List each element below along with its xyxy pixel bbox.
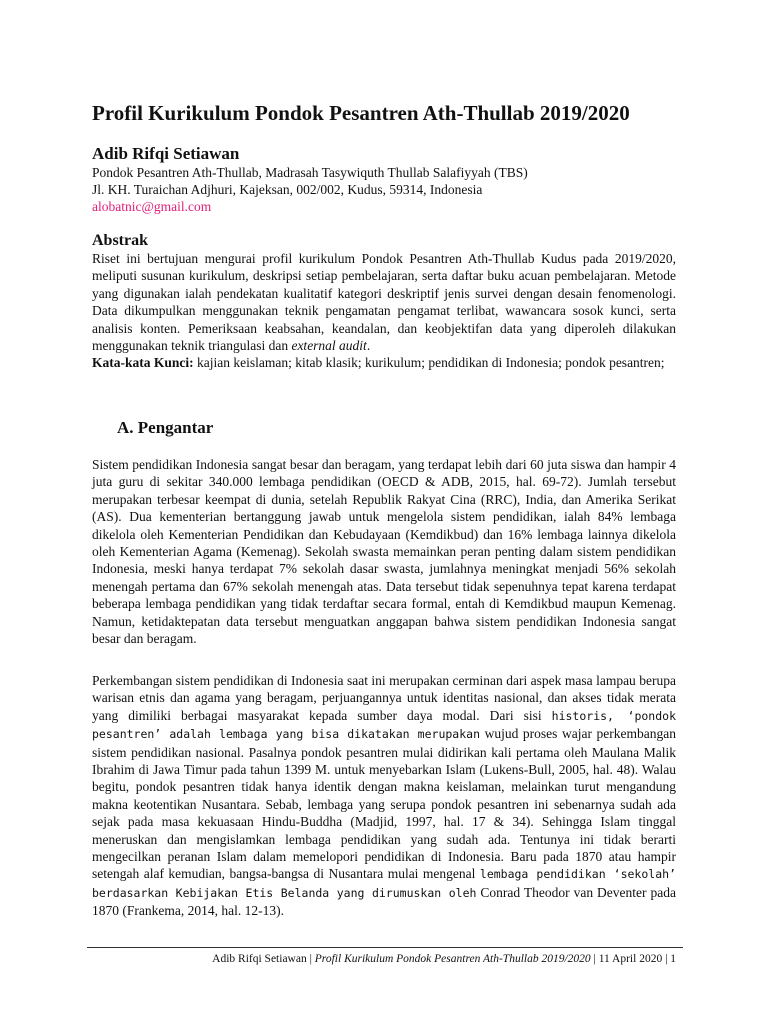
p2-text-a: Perkembangan sistem pendidikan di Indonesia saat ini merupakan cerminan dari aspek masa lampau berupa warisan etnis dan agama yang beragam, perjuangannya untuk identitas nasional, dan akses tidak merata yang dimiliki berbagai masyarakat kepada sumber daya modal. Dari sisi (92, 673, 676, 723)
author-address: Jl. KH. Turaichan Adjhuri, Kajeksan, 002/002, Kudus, 59314, Indonesia (92, 182, 483, 197)
page-footer (212, 953, 676, 965)
author-email-link[interactable]: alobatnic@gmail.com (92, 199, 212, 214)
abstract-text-end: . (366, 338, 371, 354)
footer-title: Profil Kurikulum Pondok Pesantren Ath-Thullab 2019/2020 (314, 953, 591, 965)
paper-title: Profil Kurikulum Pondok Pesantren Ath-Thullab 2019/2020 (92, 101, 630, 125)
abstract-heading: Abstrak (92, 232, 149, 249)
body-paragraph-1: Sistem pendidikan Indonesia sangat besar dan beragam, yang terdapat lebih dari 60 juta siswa dan hampir 4 juta guru di sekitar 340.000 lembaga pendidikan (OECD & ADB, 2015, hal. 69-72). Jumlah tersebut merupakan terbesar keempat di dunia, setelah Republik Rakyat Cina (RRC), India, dan Amerika Serikat (AS). Dua kementerian bertanggung jawab untuk mengelola sistem pendidikan, ialah 84% lembaga dikelola oleh Kementerian Pendidikan dan Kebudayaan (Kemdikbud) dan 16% lembaga lainnya dikelola oleh Kementerian Agama (Kemenag). Sekolah swasta memainkan peran penting dalam sistem pendidikan Indonesia, meski hanya terdapat 7% sekolah dasar swasta, jumlahnya meningkat menjadi 56% sekolah menengah pertama dan 67% sekolah menengah atas. Data tersebut tidak sepenuhnya tepat karena terdapat beberapa lembaga pendidikan yang tidak terdaftar secara formal, entah di Kemdikbud maupun Kemenag. Namun, ketidaktepatan data tersebut menguatkan anggapan bahwa sistem pendidikan Indonesia sangat besar dan beragam. (92, 457, 676, 647)
section-heading: A. Pengantar (117, 418, 214, 437)
author-affiliation-block (92, 164, 528, 215)
p2-mono-a: historis, ‘pondok pesantren’ adalah lembaga yang bisa dikatakan merupakan (92, 708, 676, 742)
footer-rule (87, 947, 683, 948)
p2-text-b: wujud proses wajar perkembangan sistem pendidikan nasional. Pasalnya pondok pesantren mulai didirikan kali pertama oleh Maulana Malik Ibrahim di Jawa Timur pada tahun 1399 M. untuk menyebarkan Islam (Lukens-Bull, 2005, hal. 48). Walau begitu, pondok pesantren tidak hanya identik dengan makna keislaman, melainkan turut mengandung makna keotentikan Nusantara. Sebab, lembaga yang serupa pondok pesantren ini sebenarnya sudah ada sejak pada masa kekuasaan Hindu-Buddha (Madjid, 1997, hal. 17 & 34). Sehingga Islam tinggal meneruskan dan mengislamkan lembaga pendidikan yang sudah ada. Tentunya ini tidak berarti mengecilkan peranan Islam dalam memelopori pendidikan di Indonesia. Baru pada 1870 atau hampir setengah alaf kemudian, bangsa-bangsa di Nusantara mulai mengenal (92, 726, 676, 882)
abstract-text: Riset ini bertujuan mengurai profil kurikulum Pondok Pesantren Ath-Thullab Kudus pada 2019/2020, meliputi susunan kurikulum, deskripsi setiap pembelajaran, serta daftar buku acuan pembelajaran. Metode yang digunakan ialah pendekatan kualitatif kategori deskriptif jenis survei dengan desain fenomenologi. Data dikumpulkan menggunakan teknik pengamatan pengamat terlibat, wawancara sosok kunci, serta analisis konten. Pemeriksaan keabsahan, keandalan, dan keobjektifan data yang diperoleh dilakukan menggunakan teknik triangulasi dan (92, 251, 676, 354)
author-affiliation: Pondok Pesantren Ath-Thullab, Madrasah Tasywiquth Thullab Salafiyyah (TBS) (92, 165, 528, 180)
p2-text-c: Conrad Theodor van Deventer pada 1870 (Frankema, 2014, hal. 12-13). (92, 884, 676, 919)
abstract-body (92, 250, 676, 372)
author-name: Adib Rifqi Setiawan (92, 144, 240, 163)
footer-date-page: | 11 April 2020 | 1 (590, 953, 676, 965)
keywords-label: Kata-kata Kunci: (92, 355, 194, 371)
footer-author: Adib Rifqi Setiawan | (212, 953, 315, 965)
p2-mono-b: lembaga pendidikan ‘sekolah’ berdasarkan Kebijakan Etis Belanda yang dirumuskan oleh (92, 867, 676, 900)
abstract-text-italic: external audit (291, 338, 367, 354)
keywords: kajian keislaman; kitab klasik; kurikulum; pendidikan di Indonesia; pondok pesantren; (193, 355, 665, 371)
body-paragraph-2 (92, 672, 676, 920)
